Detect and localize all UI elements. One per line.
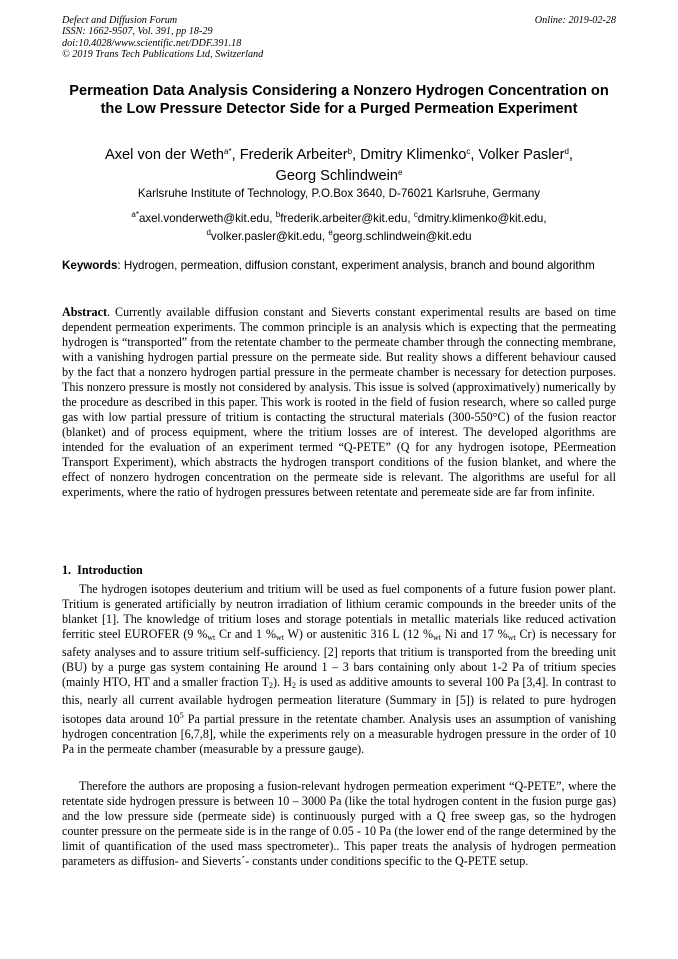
author-name: Frederik Arbeiter <box>239 147 348 163</box>
email-address: volker.pasler@kit.edu, <box>210 230 326 244</box>
email-address: georg.schlindwein@kit.edu <box>332 230 472 244</box>
section-title: Introduction <box>77 563 143 577</box>
abstract-block <box>62 305 616 500</box>
section-number: 1. <box>62 563 72 577</box>
subscript: 2 <box>291 681 296 691</box>
email-address: frederik.arbeiter@kit.edu, <box>280 212 411 225</box>
subscript: 2 <box>268 681 273 691</box>
text-run: W) or austenitic 316 L (12 % <box>283 627 434 642</box>
subscript: wt <box>275 633 284 643</box>
text-run: Pa partial pressure in the retentate chamber. Analysis uses an assumption of vanishing hydrogen concentration [6,7,8], while the experiments rely on a measurable hydrogen pressure in the order of 10 Pa in the permeate chamber (measurable by a pressure gauge). <box>62 712 616 757</box>
abstract-text: . Currently available diffusion constant and Sieverts constant experimental results are based on time dependent permeation experiments. The common principle is an analysis which is expecting that the permeating hydrogen is “transported” from the retentate chamber to the permeate chamber through the connecting membrane, with a vanishing hydrogen partial pressure on the permeate side. But reality shows a different behaviour caused by the fact that a nonzero hydrogen partial pressure in the permeate chamber is necessary for detection purposes. This nonzero pressure is mostly not considered by analysis. This issue is solved (approximatively) numerically by the procedure as described in this paper. This work is rooted in the field of fusion research, where so called purge gas with low partial pressure of tritium is contacting the structural materials (300-550°C) of the fusion reactor (blanket) and of process equipment, where the tritium losses are of interest. The developed algorithms are intended for the evaluation of an experiment termed “Q-PETE” (Q for any hydrogen isotope, PEermeation Transport Experiment), which abstracts the hydrogen transport conditions of the fusion blanket, and where the effect of nonzero hydrogen concentration on the permeate side is relevant. The algorithms are useful for all experiments, where the ratio of hydrogen pressures between retentate and peremeate side are far from infinite. <box>62 305 616 500</box>
keywords-label: Keywords <box>62 259 118 272</box>
email-marker: a* <box>131 210 139 219</box>
doi-line: doi:10.4028/www.scientific.net/DDF.391.18 <box>62 37 242 49</box>
author-name: Volker Pasler <box>478 147 565 163</box>
author-name: Axel von der Weth <box>105 147 225 163</box>
text-run: Cr) is necessary for safety analyses and to assure tritium self-sufficiency. [2] reports that tritium is transported from the breeding unit (BU) by a purge gas system containing He around 1 – 3 bars containing only about 1-2 Pa of tritium species (mainly HTO, HT and a smaller fraction T <box>62 627 616 690</box>
intro-paragraph-2: Therefore the authors are proposing a fusion-relevant hydrogen permeation experiment “Q-PETE”, where the retentate side hydrogen pressure is between 10 – 3000 Pa (like the total hydrogen content in the fusion purge gas) and the low pressure side (permeate side) is continuously purged with a Q free sweep gas, so the hydrogen counter pressure on the permeate side is in the range of 0.05 - 10 Pa (the lower end of the range determined by the limit of quantification of the used mass spectrometer).. This paper treats the analysis of hydrogen permeation parameters as diffusion- and Sieverts´- constants under conditions specific to the Q-PETE setup. <box>62 779 616 869</box>
paper-title: Permeation Data Analysis Considering a Nonzero Hydrogen Concentration on the Low Pressure Detector Side for a Purged Permeation Experiment <box>69 83 609 117</box>
subscript: wt <box>433 633 442 643</box>
keywords-text: : Hydrogen, permeation, diffusion constant, experiment analysis, branch and bound algorithm <box>117 259 595 272</box>
keywords-block <box>62 258 616 273</box>
author-name: Dmitry Klimenko <box>360 147 467 163</box>
text-run: Cr and 1 % <box>215 627 276 642</box>
author-separator: , <box>352 147 361 163</box>
subscript: wt <box>207 633 216 643</box>
author-name: Georg Schlindwein <box>275 168 399 185</box>
email-marker: e <box>328 228 333 238</box>
abstract-label: Abstract <box>62 305 108 319</box>
online-date: Online: 2019-02-28 <box>534 15 616 26</box>
intro-paragraph-1 <box>62 582 616 757</box>
author-separator: , <box>568 147 573 163</box>
text-run: ). H <box>272 675 292 690</box>
text-run: is used as additive amounts to several 100 Pa [3,4]. In contrast to this, nearly all current available hydrogen permeation literature (Summary in [5]) is related to pure hydrogen isotopes data around 10 <box>62 675 616 727</box>
email-marker: c <box>413 210 418 219</box>
author-separator: , <box>231 147 240 163</box>
email-address: axel.vonderweth@kit.edu, <box>138 212 273 225</box>
issn-line: ISSN: 1662-9507, Vol. 391, pp 18-29 <box>62 26 213 38</box>
author-marker: e <box>398 168 403 178</box>
author-list <box>62 143 616 186</box>
journal-name: Defect and Diffusion Forum <box>62 15 178 26</box>
text-run: Ni and 17 % <box>441 627 508 642</box>
email-marker: b <box>275 210 281 219</box>
author-marker: c <box>466 147 471 156</box>
email-address: dmitry.klimenko@kit.edu, <box>417 212 547 225</box>
author-separator: , <box>470 147 479 163</box>
section-heading <box>62 563 143 578</box>
superscript: 5 <box>179 711 184 721</box>
email-list <box>62 208 616 245</box>
author-marker: b <box>347 147 353 156</box>
email-marker: d <box>206 228 211 238</box>
copyright-line: © 2019 Trans Tech Publications Ltd, Switzerland <box>62 49 264 61</box>
author-marker: a* <box>224 147 232 156</box>
text-run: The hydrogen isotopes deuterium and tritium will be used as fuel components of a future fusion power plant. Tritium is generated artificially by neutron irradiation of lithium ceramic compounds in the breeder units of the blanket [1]. The knowledge of tritium loses and storage potentials in metallic materials like reduced activation ferritic steel EUROFER (9 % <box>62 582 616 642</box>
author-marker: d <box>564 147 569 156</box>
journal-header <box>62 15 263 61</box>
affiliation: Karlsruhe Institute of Technology, P.O.Box 3640, D-76021 Karlsruhe, Germany <box>137 187 541 200</box>
subscript: wt <box>507 633 516 643</box>
